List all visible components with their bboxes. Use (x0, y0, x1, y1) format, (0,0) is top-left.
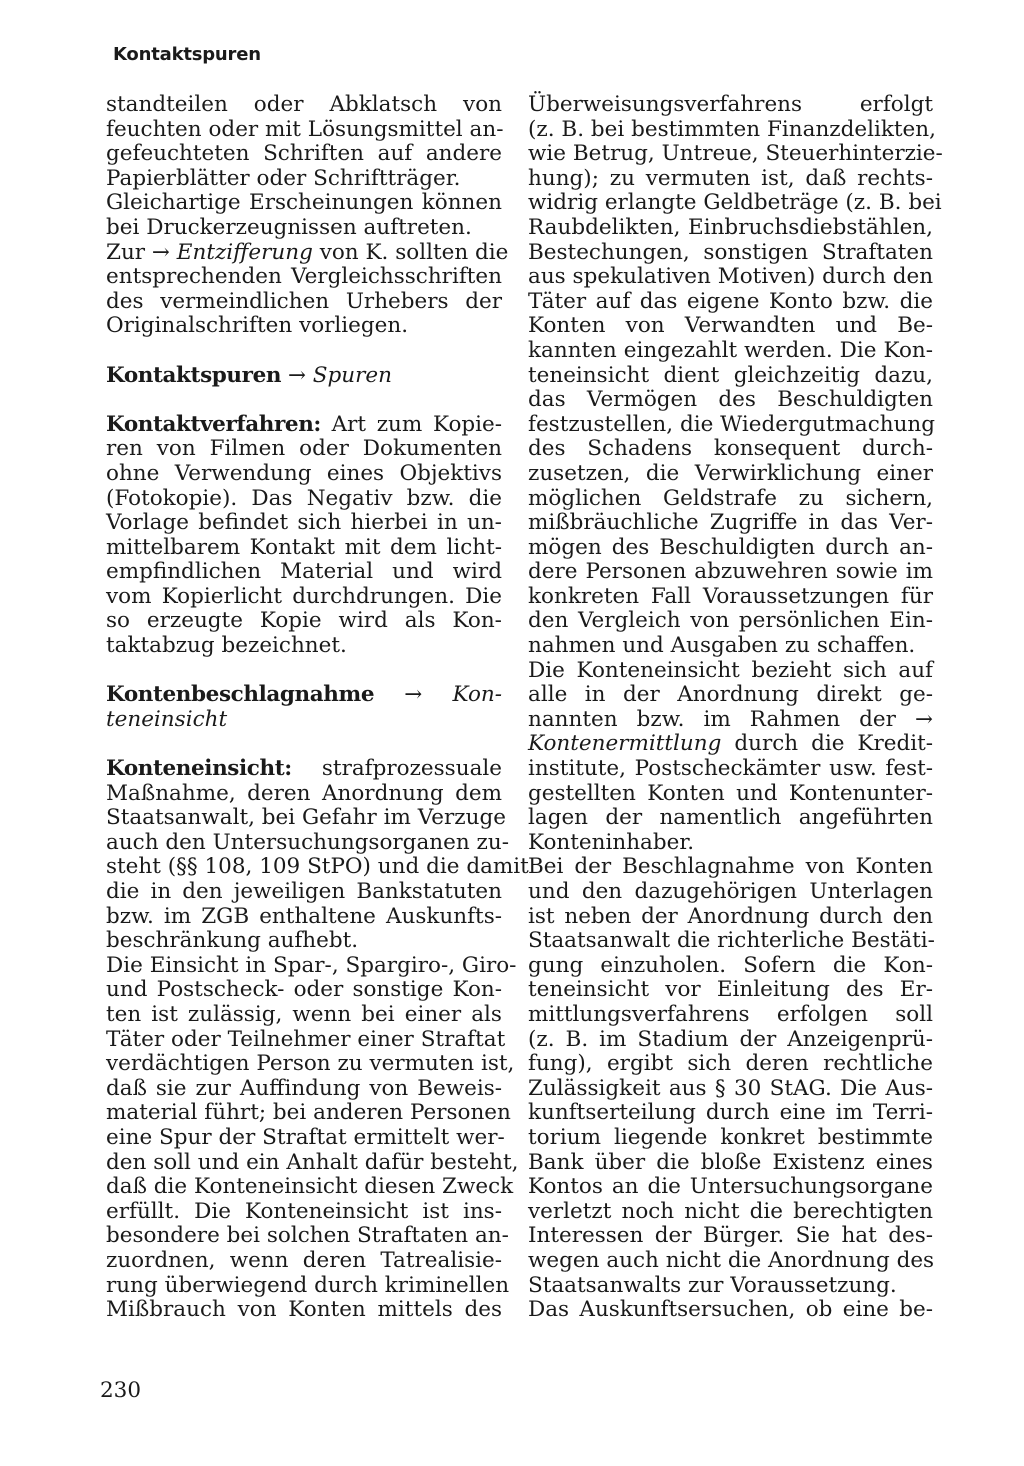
text-line: nahmen und Ausgaben zu schaffen. (528, 633, 916, 659)
text-line: das Vermögen des Beschuldigten (528, 387, 934, 413)
text-line: lagen der namentlich angeführten (528, 805, 933, 831)
text-line: mittelbarem Kontakt mit dem licht- (106, 534, 502, 560)
text-line: ohne Verwendung eines Objektivs (106, 460, 502, 486)
paragraph-gap (106, 388, 502, 413)
text-line: Überweisungsverfahrens erfolgt (528, 92, 933, 117)
text-line: alle in der Anordnung direkt ge- (528, 682, 933, 708)
text-line: Gleichartige Erscheinungen können (106, 190, 502, 216)
text-line: kannten eingezahlt werden. Die Kon- (528, 337, 933, 363)
text-line: verdächtigen Person zu vermuten ist, (106, 1051, 515, 1077)
text-line: Konteneinsicht: strafprozessuale (106, 756, 502, 782)
text-line: so erzeugte Kopie wird als Kon- (106, 608, 502, 634)
text-line: Staatsanwalt die richterliche Bestäti- (528, 928, 935, 954)
text-line: beschränkung aufhebt. (106, 928, 359, 954)
text-line: (Fotokopie). Das Negativ bzw. die (106, 485, 502, 511)
text-line: ist neben der Anordnung durch den (528, 903, 934, 929)
text-line: Raubdelikten, Einbruchsdiebstählen, (528, 214, 933, 240)
right-column (528, 92, 943, 1323)
text-line: steht (§§ 108, 109 StPO) und die damit (106, 854, 529, 880)
text-line: torium liegende konkret bestimmte (528, 1124, 934, 1150)
text-line: teneinsicht (106, 706, 228, 732)
text-line: Täter auf das eigene Konto bzw. die (528, 288, 933, 314)
text-line: Mißbrauch von Konten mittels des (106, 1297, 503, 1323)
text-line: kunftserteilung durch eine im Terri- (528, 1100, 933, 1126)
left-column (106, 92, 529, 1323)
text-line: gung einzuholen. Sofern die Kon- (528, 952, 933, 978)
text-line: festzustellen, die Wiedergutmachung (528, 411, 936, 437)
text-line: Zur → Entzifferung von K. sollten die (106, 239, 509, 265)
text-line: Konteninhaber. (528, 829, 695, 855)
text-line: Staatsanwalt, bei Gefahr im Verzuge (106, 805, 506, 831)
text-line: und Postscheck- oder sonstige Kon- (106, 977, 502, 1003)
text-line: besondere bei solchen Straftaten an- (106, 1223, 509, 1249)
text-line: fung), ergibt sich deren rechtliche (528, 1051, 933, 1077)
text-line: institute, Postscheckämter usw. fest- (528, 756, 934, 782)
text-line: und den dazugehörigen Unterlagen (528, 879, 934, 904)
text-line: Die Einsicht in Spar-, Spargiro-, Giro- (106, 952, 517, 978)
text-line: Täter oder Teilnehmer einer Straftat (106, 1026, 506, 1052)
text-line: Papierblätter oder Schriftträger. (106, 165, 461, 191)
text-line: ren von Filmen oder Dokumenten (106, 436, 503, 462)
text-line: den soll und ein Anhalt dafür besteht, (106, 1149, 519, 1175)
text-line: Kontaktverfahren: Art zum Kopie- (106, 411, 503, 437)
text-line: zusetzen, die Verwirklichung einer (528, 460, 933, 486)
text-line: wie Betrug, Untreue, Steuerhinterzie- (528, 141, 943, 167)
text-line: Vorlage befindet sich hierbei in un- (106, 510, 502, 536)
text-line: Die Konteneinsicht bezieht sich auf (528, 657, 933, 683)
text-line: die in den jeweiligen Bankstatuten (106, 879, 502, 904)
text-line: (z. B. im Stadium der Anzeigenprü- (528, 1026, 934, 1052)
text-line: Originalschriften vorliegen. (106, 313, 409, 339)
text-line: vom Kopierlicht durchdrungen. Die (106, 583, 502, 609)
text-line: taktabzug bezeichnet. (106, 633, 347, 659)
text-line: des vermeindlichen Urhebers der (106, 288, 502, 314)
text-line: verletzt noch nicht die berechtigten (528, 1198, 933, 1224)
text-line: möglichen Geldstrafe zu sichern, (528, 485, 933, 511)
text-line: auch den Untersuchungsorganen zu- (106, 829, 509, 855)
text-line: bzw. im ZGB enthaltene Auskunfts- (106, 903, 502, 929)
text-line: konkreten Fall Voraussetzungen für (528, 583, 933, 609)
text-line: teneinsicht dient gleichzeitig dazu, (528, 362, 933, 388)
text-line: Staatsanwalts zur Voraussetzung. (528, 1272, 897, 1298)
paragraph-gap (106, 339, 502, 364)
text-line: widrig erlangte Geldbeträge (z. B. bei (528, 190, 942, 216)
text-line: mögen des Beschuldigten durch an- (528, 534, 934, 560)
text-line: dere Personen abzuwehren sowie im (528, 559, 933, 585)
text-line: gestellten Konten und Kontenunter- (528, 780, 933, 806)
text-line: wegen auch nicht die Anordnung des (528, 1247, 935, 1273)
text-line: Bestechungen, sonstigen Straftaten (528, 239, 933, 265)
paragraph-gap (106, 732, 502, 757)
text-line: erfüllt. Die Konteneinsicht ist ins- (106, 1198, 502, 1224)
text-line: Kontaktspuren → Spuren (106, 362, 392, 388)
text-line: den Vergleich von persönlichen Ein- (528, 608, 933, 634)
text-line: Interessen der Bürger. Sie hat des- (528, 1223, 933, 1249)
running-head: Kontaktspuren (113, 44, 261, 65)
text-line: Kontenermittlung durch die Kredit- (528, 731, 933, 757)
text-line: Konten von Verwandten und Be- (528, 313, 933, 339)
text-line: Kontos an die Untersuchungsorgane (528, 1174, 934, 1200)
text-line: eine Spur der Straftat ermittelt wer- (106, 1124, 505, 1150)
text-line: entsprechenden Vergleichsschriften (106, 264, 502, 290)
text-line: mittlungsverfahrens erfolgen soll (528, 1001, 933, 1027)
text-line: nannten bzw. im Rahmen der → (528, 706, 933, 732)
text-line: mißbräuchliche Zugriffe in das Ver- (528, 510, 933, 536)
text-line: Bank über die bloße Existenz eines (528, 1149, 933, 1175)
text-line: hung); zu vermuten ist, daß rechts- (528, 165, 933, 191)
text-line: Bei der Beschlagnahme von Konten (528, 854, 934, 880)
text-line: Das Auskunftsersuchen, ob eine be- (528, 1297, 933, 1323)
text-line: Maßnahme, deren Anordnung dem (106, 780, 502, 806)
text-line: material führt; bei anderen Personen (106, 1100, 511, 1126)
text-line: bei Druckerzeugnissen auftreten. (106, 214, 472, 240)
text-line: (z. B. bei bestimmten Finanzdelikten, (528, 116, 936, 142)
paragraph-gap (106, 659, 502, 684)
text-line: feuchten oder mit Lösungsmittel an- (106, 116, 504, 142)
text-line: daß sie zur Auffindung von Beweis- (106, 1075, 503, 1101)
text-line: daß die Konteneinsicht diesen Zweck (106, 1174, 514, 1200)
text-line: aus spekulativen Motiven) durch den (528, 264, 934, 290)
text-line: teneinsicht vor Einleitung des Er- (528, 977, 934, 1003)
text-line: empfindlichen Material und wird (106, 559, 502, 585)
text-line: standteilen oder Abklatsch von (106, 92, 502, 117)
text-line: gefeuchteten Schriften auf andere (106, 141, 502, 167)
text-line: Zulässigkeit aus § 30 StAG. Die Aus- (528, 1075, 933, 1101)
text-line: des Schadens konsequent durch- (528, 436, 933, 462)
text-line: zuordnen, wenn deren Tatrealisie- (106, 1247, 502, 1273)
text-line: ten ist zulässig, wenn bei einer als (106, 1001, 502, 1027)
text-line: Kontenbeschlagnahme → Kon- (106, 682, 502, 708)
page-number: 230 (100, 1378, 142, 1403)
text-line: rung überwiegend durch kriminellen (106, 1272, 510, 1298)
